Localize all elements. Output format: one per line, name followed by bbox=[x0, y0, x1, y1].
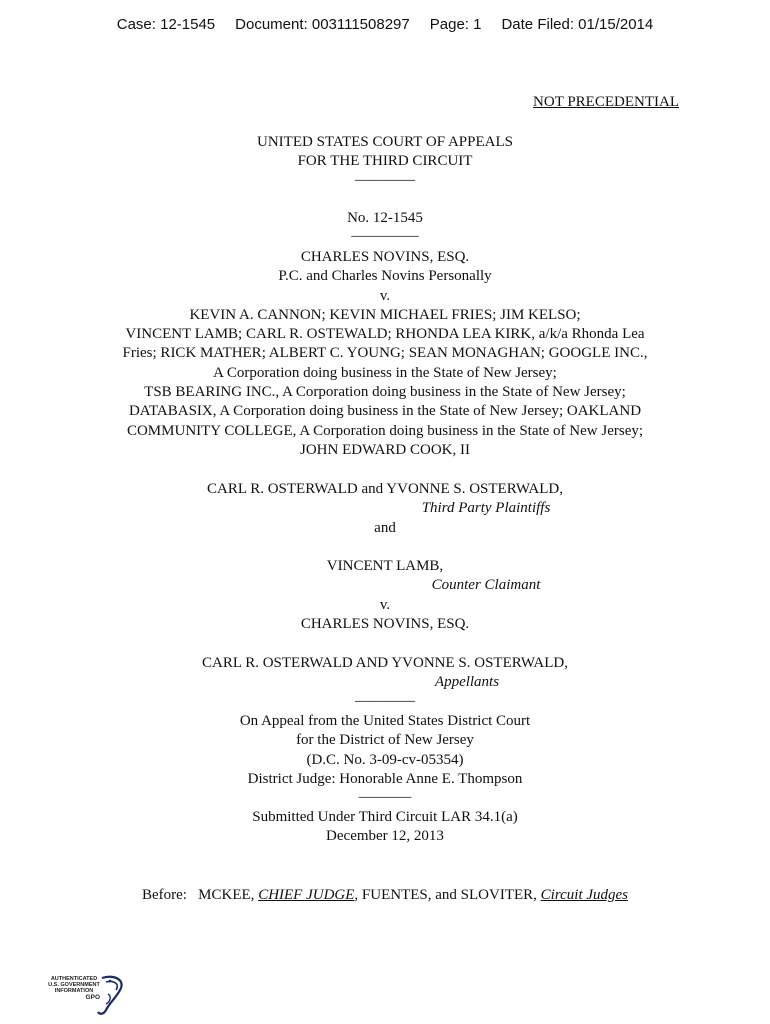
court-name-line-2: FOR THE THIRD CIRCUIT bbox=[297, 153, 473, 170]
appeal-rule: _______ bbox=[358, 784, 412, 801]
appellants-rule: ________ bbox=[355, 687, 415, 704]
counter-defendant: CHARLES NOVINS, ESQ. bbox=[300, 615, 470, 632]
circuit-judges-label: Circuit Judges bbox=[540, 887, 629, 903]
appeal-line-4: District Judge: Honorable Anne E. Thompson bbox=[247, 770, 523, 787]
defendant-line-6: DATABASIX, A Corporation doing business in the State of New Jersey; OAKLAND bbox=[128, 403, 642, 420]
eagle-icon bbox=[44, 972, 129, 1016]
case-number-block bbox=[0, 209, 770, 248]
not-precedential-label: NOT PRECEDENTIAL bbox=[533, 94, 679, 110]
gpo-text-line-3: INFORMATION bbox=[54, 988, 94, 995]
appellants-block bbox=[0, 654, 770, 712]
gpo-authentication-seal bbox=[44, 972, 129, 1016]
versus-1: v. bbox=[379, 287, 391, 304]
defendant-line-8: JOHN EDWARD COOK, II bbox=[300, 441, 470, 458]
appeal-line-1: On Appeal from the United States District Court bbox=[239, 713, 531, 729]
counter-claimant-block bbox=[0, 557, 770, 634]
before-middle: , FUENTES, and SLOVITER, bbox=[354, 887, 541, 903]
court-name-line-1: UNITED STATES COURT OF APPEALS bbox=[257, 134, 513, 150]
appellants-role: Appellants bbox=[434, 674, 500, 691]
document-number-header: Document: 003111508297 bbox=[235, 16, 410, 33]
gpo-text-line-2: U.S. GOVERNMENT bbox=[48, 982, 100, 989]
defendant-line-3: Fries; RICK MATHER; ALBERT C. YOUNG; SEAN MONAGHAN; GOOGLE INC., bbox=[122, 345, 648, 362]
caption-block bbox=[0, 248, 770, 460]
filing-header bbox=[0, 16, 770, 33]
third-party-role: Third Party Plaintiffs bbox=[421, 500, 551, 517]
third-party-plaintiffs: CARL R. OSTERWALD and YVONNE S. OSTERWALD, bbox=[207, 481, 563, 497]
appellants: CARL R. OSTERWALD AND YVONNE S. OSTERWALD, bbox=[202, 655, 568, 671]
appeal-line-2: for the District of New Jersey bbox=[296, 732, 474, 749]
third-party-block bbox=[0, 480, 770, 538]
appeal-line-3: (D.C. No. 3-09-cv-05354) bbox=[306, 751, 464, 768]
chief-judge-label: CHIEF JUDGE bbox=[258, 887, 355, 903]
before-judges-line bbox=[0, 886, 770, 905]
court-name-block bbox=[0, 133, 770, 191]
court-rule: ________ bbox=[355, 166, 415, 183]
before-prefix: Before: MCKEE, bbox=[141, 887, 259, 903]
defendant-line-5: TSB BEARING INC., A Corporation doing business in the State of New Jersey; bbox=[144, 384, 626, 401]
page-number-header: Page: 1 bbox=[429, 16, 482, 33]
submitted-line-1: Submitted Under Third Circuit LAR 34.1(a) bbox=[252, 809, 518, 825]
plaintiff-line-1: CHARLES NOVINS, ESQ. bbox=[300, 249, 470, 265]
defendant-line-1: KEVIN A. CANNON; KEVIN MICHAEL FRIES; JIM KELSO; bbox=[189, 306, 581, 323]
counter-claimant: VINCENT LAMB, bbox=[326, 558, 444, 574]
date-filed-header: Date Filed: 01/15/2014 bbox=[501, 16, 654, 33]
defendant-line-2: VINCENT LAMB; CARL R. OSTEWALD; RHONDA LEA KIRK, a/k/a Rhonda Lea bbox=[125, 326, 645, 343]
gpo-text-line-1: AUTHENTICATED bbox=[50, 976, 98, 982]
submitted-date: December 12, 2013 bbox=[326, 828, 444, 845]
counter-claimant-role: Counter Claimant bbox=[431, 577, 541, 594]
and-conjunction: and bbox=[374, 519, 396, 536]
plaintiff-line-2: P.C. and Charles Novins Personally bbox=[278, 268, 492, 285]
case-number-header: Case: 12-1545 bbox=[116, 16, 216, 33]
submitted-block bbox=[0, 808, 770, 847]
gpo-text-line-4: GPO bbox=[85, 993, 100, 1001]
case-number-rule: _________ bbox=[351, 223, 419, 240]
before-judges-block bbox=[0, 886, 770, 905]
case-number: No. 12-1545 bbox=[347, 210, 423, 226]
versus-2: v. bbox=[379, 596, 391, 613]
appeal-block bbox=[0, 712, 770, 808]
defendant-line-4: A Corporation doing business in the State of New Jersey; bbox=[213, 364, 557, 381]
defendant-line-7: COMMUNITY COLLEGE, A Corporation doing business in the State of New Jersey; bbox=[126, 422, 644, 439]
